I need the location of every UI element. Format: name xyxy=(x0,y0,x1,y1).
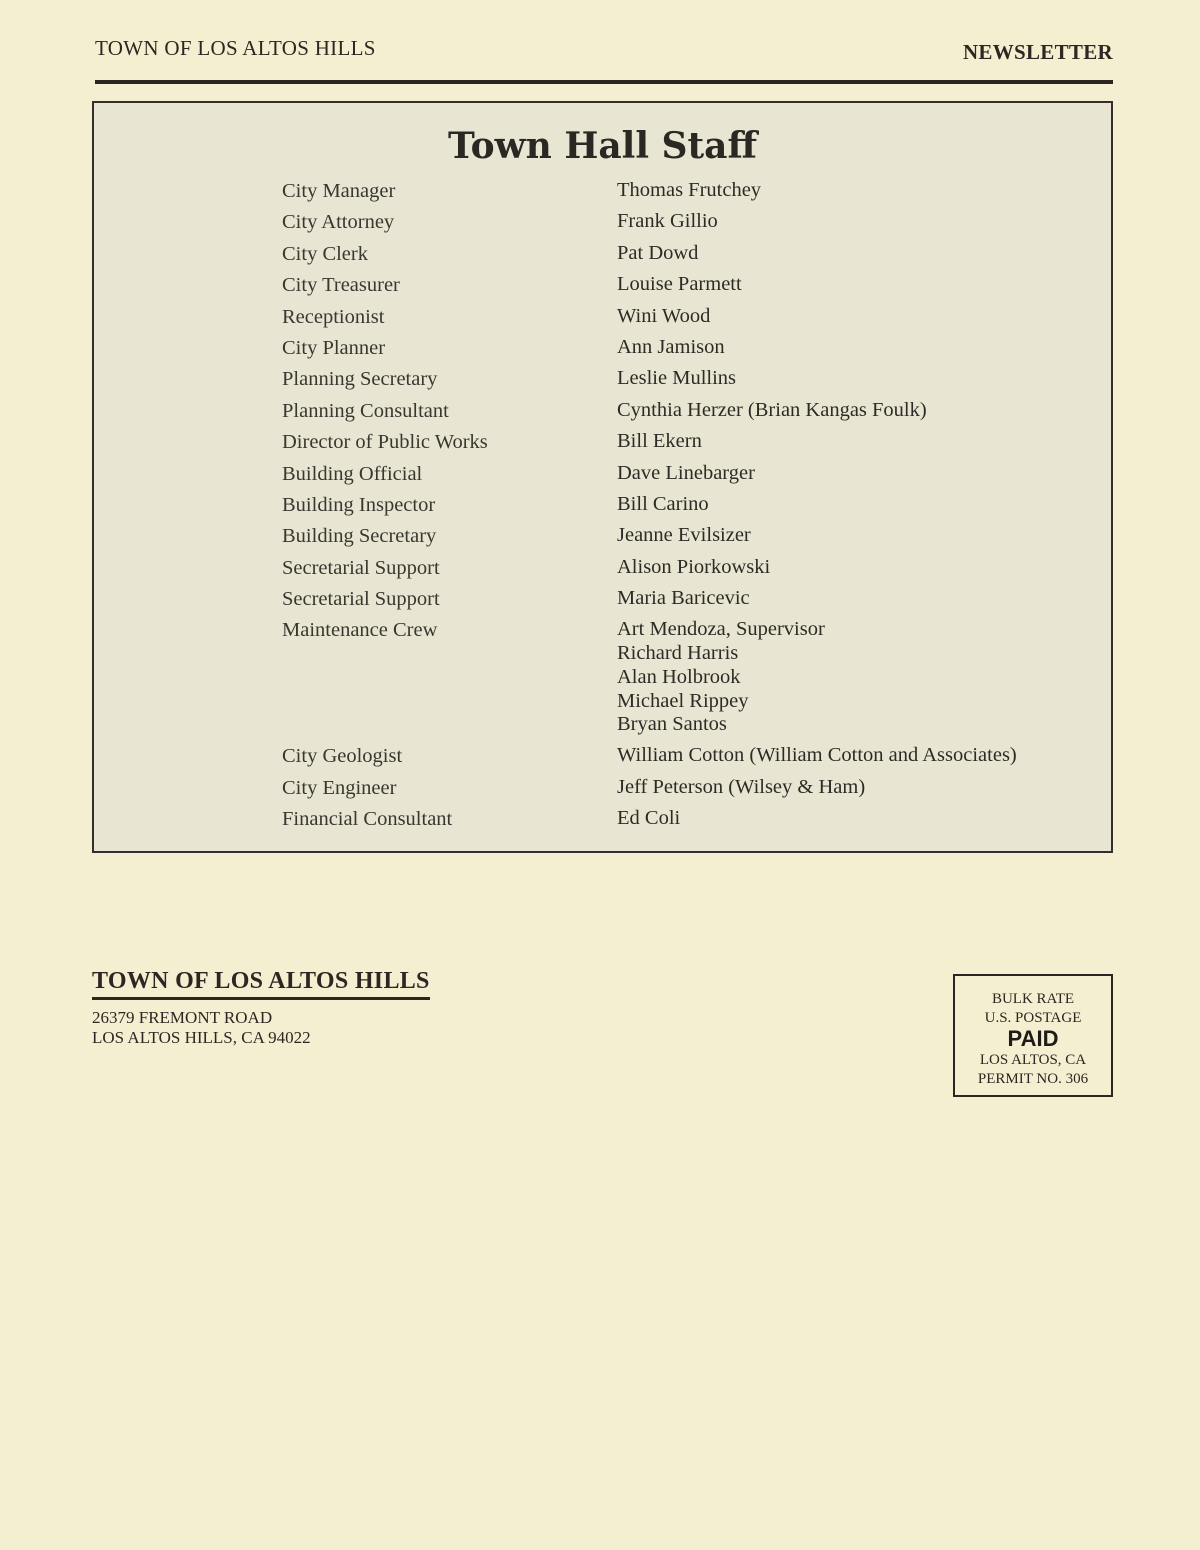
staff-names xyxy=(617,367,1082,391)
staff-role: Secretarial Support xyxy=(282,588,440,611)
staff-row xyxy=(282,556,1082,580)
staff-role: City Engineer xyxy=(282,776,397,799)
staff-row xyxy=(282,462,1082,486)
return-address-city: LOS ALTOS HILLS, CA 94022 xyxy=(92,1028,311,1047)
return-address-street: 26379 FREMONT ROAD xyxy=(92,1008,273,1027)
staff-names xyxy=(617,744,1082,768)
staff-list xyxy=(282,179,1082,839)
staff-row xyxy=(282,493,1082,517)
staff-names xyxy=(617,336,1082,360)
staff-row xyxy=(282,587,1082,611)
page-header xyxy=(95,34,1113,84)
staff-role: Building Official xyxy=(282,462,423,485)
staff-role: Planning Secretary xyxy=(282,368,438,391)
staff-name: Pat Dowd xyxy=(617,241,699,264)
staff-name: Ed Coli xyxy=(617,807,681,830)
staff-role: Maintenance Crew xyxy=(282,619,438,642)
postage-paid: PAID xyxy=(1007,1026,1059,1051)
staff-row xyxy=(282,430,1082,454)
staff-names xyxy=(617,179,1082,203)
staff-names xyxy=(617,807,1082,831)
staff-row xyxy=(282,807,1082,831)
staff-name: Jeff Peterson (Wilsey & Ham) xyxy=(617,775,866,798)
staff-name: Leslie Mullins xyxy=(617,367,737,390)
staff-names xyxy=(617,524,1082,548)
staff-name: Cynthia Herzer (Brian Kangas Foulk) xyxy=(617,398,927,421)
postage-location: LOS ALTOS, CA xyxy=(979,1052,1087,1068)
staff-names xyxy=(617,462,1082,486)
staff-name: Louise Parmett xyxy=(617,273,742,296)
staff-name: Thomas Frutchey xyxy=(617,179,762,201)
staff-name: Jeanne Evilsizer xyxy=(617,524,751,547)
staff-name: Alan Holbrook xyxy=(617,665,741,688)
staff-name: Alison Piorkowski xyxy=(617,555,771,578)
staff-role: City Geologist xyxy=(282,745,403,768)
staff-names xyxy=(617,242,1082,266)
staff-title: Town Hall Staff xyxy=(447,125,758,167)
header-newsletter: NEWSLETTER xyxy=(962,40,1113,64)
staff-box xyxy=(92,101,1113,853)
staff-row xyxy=(282,399,1082,423)
staff-names xyxy=(617,618,1082,737)
staff-role: City Planner xyxy=(282,336,386,359)
staff-name: William Cotton (William Cotton and Associates) xyxy=(617,744,1017,767)
staff-name: Wini Wood xyxy=(617,304,711,327)
staff-name: Ann Jamison xyxy=(617,335,725,358)
return-address-title: TOWN OF LOS ALTOS HILLS xyxy=(92,968,430,1000)
staff-row xyxy=(282,273,1082,297)
staff-role: City Treasurer xyxy=(282,274,400,297)
header-town-name: TOWN OF LOS ALTOS HILLS xyxy=(95,36,376,60)
staff-role: Planning Consultant xyxy=(282,399,449,422)
staff-names xyxy=(617,210,1082,234)
staff-role: Building Secretary xyxy=(282,525,437,548)
staff-row xyxy=(282,179,1082,203)
staff-names xyxy=(617,305,1082,329)
staff-name: Bill Carino xyxy=(617,492,709,515)
postage-bulk-rate: BULK RATE xyxy=(991,991,1075,1007)
staff-role: City Clerk xyxy=(282,242,368,265)
staff-name: Bill Ekern xyxy=(617,430,702,453)
staff-row xyxy=(282,618,1082,737)
staff-role: Financial Consultant xyxy=(282,808,453,831)
staff-names xyxy=(617,399,1082,423)
staff-role: City Manager xyxy=(282,180,396,202)
staff-role: Secretarial Support xyxy=(282,556,440,579)
return-address xyxy=(92,968,430,1048)
staff-role: City Attorney xyxy=(282,211,395,234)
postage-us-postage: U.S. POSTAGE xyxy=(984,1009,1082,1026)
staff-row xyxy=(282,524,1082,548)
staff-name: Frank Gillio xyxy=(617,210,718,233)
staff-row xyxy=(282,305,1082,329)
staff-row xyxy=(282,242,1082,266)
staff-row xyxy=(282,744,1082,768)
staff-names xyxy=(617,556,1082,580)
staff-row xyxy=(282,367,1082,391)
staff-name: Richard Harris xyxy=(617,642,739,665)
staff-names xyxy=(617,273,1082,297)
staff-names xyxy=(617,776,1082,800)
postage-indicia xyxy=(953,974,1113,1097)
staff-role: Building Inspector xyxy=(282,493,436,516)
postage-permit: PERMIT NO. 306 xyxy=(977,1070,1089,1087)
staff-name: Bryan Santos xyxy=(617,713,727,736)
staff-names xyxy=(617,587,1082,611)
staff-name: Maria Baricevic xyxy=(617,587,750,610)
staff-names xyxy=(617,430,1082,454)
staff-name: Dave Linebarger xyxy=(617,461,755,484)
staff-role: Receptionist xyxy=(282,305,385,328)
staff-name: Art Mendoza, Supervisor xyxy=(617,618,825,641)
staff-names xyxy=(617,493,1082,517)
staff-row xyxy=(282,210,1082,234)
staff-row xyxy=(282,336,1082,360)
staff-name: Michael Rippey xyxy=(617,689,749,712)
staff-row xyxy=(282,776,1082,800)
staff-role: Director of Public Works xyxy=(282,431,488,454)
